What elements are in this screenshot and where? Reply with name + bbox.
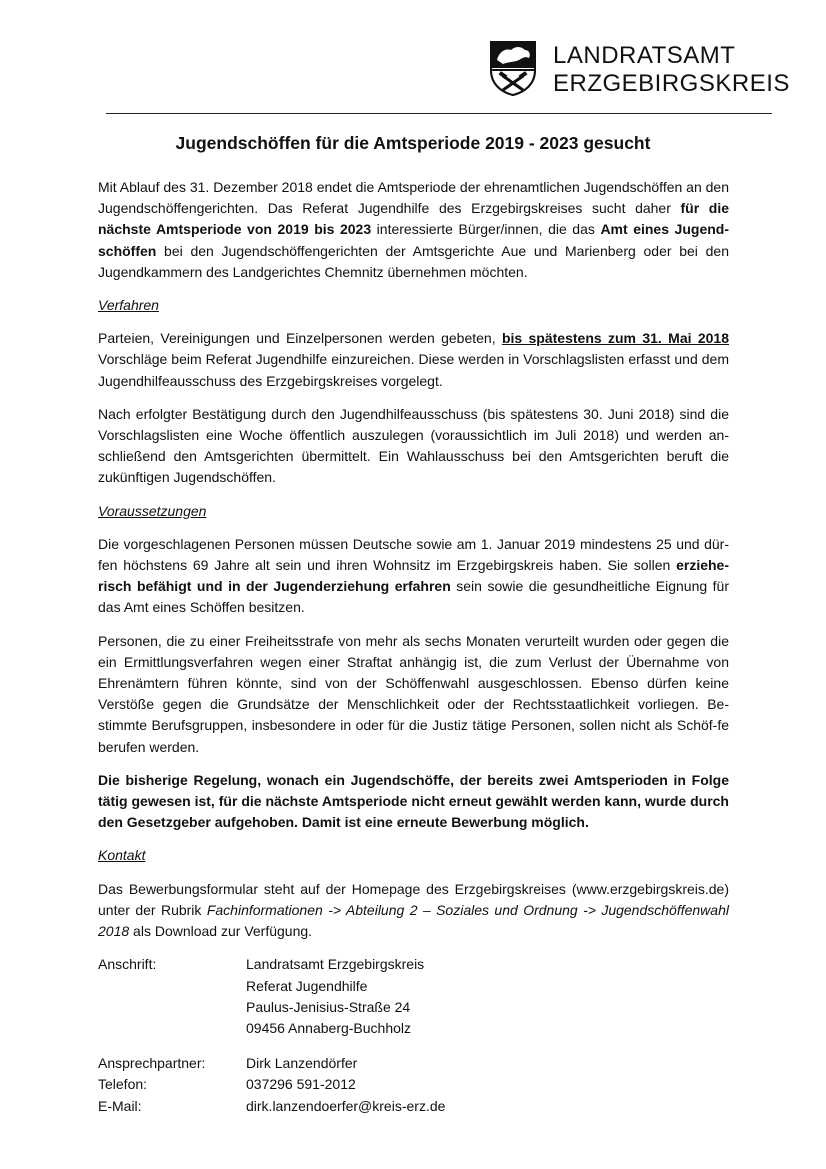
anschrift-line-4: 09456 Annaberg-Buchholz <box>246 1019 412 1036</box>
voraussetzungen-bold-1: erziehe-risch befähigt und in der Jugenderziehung erfahren <box>98 557 729 595</box>
kontakt-text-2: als Download zur Verfügung. <box>129 923 313 940</box>
voraussetzungen-paragraph-3: Die bisherige Regelung, wonach ein Jugendschöffe, der bereits zwei Amtsperioden in Folge tätig gewesen ist, für die nächste Amtsperiode nicht erneut gewählt werden kann, wurde durch den Gesetzgeber aufgehoben. Damit ist eine erneute Bewerbung möglich. <box>98 771 729 831</box>
org-name-line1: LANDRATSAMT <box>553 42 736 69</box>
verfahren-paragraph-1 <box>98 328 729 392</box>
intro-bold-1: für die nächste Amtsperiode von 2019 bis 2023 <box>98 200 729 238</box>
verfahren-text-1: Parteien, Vereinigungen und Einzelpersonen werden gebeten, <box>98 330 502 347</box>
telefon-value: 037296 591-2012 <box>246 1076 356 1093</box>
voraussetzungen-text-1: Die vorgeschlagenen Personen müssen Deutsche sowie am 1. Januar 2019 mindestens 25 und dür-fen höchstens 69 Jahre alt sein und ihren Wohnsitz im Erzgebirgskreis haben. Sie sollen <box>98 535 729 574</box>
intro-paragraph <box>98 177 729 283</box>
deadline-text: bis spätestens zum 31. Mai 2018 <box>501 330 729 347</box>
telefon-label: Telefon: <box>98 1076 148 1093</box>
intro-text-1: Mit Ablauf des 31. Dezember 2018 endet die Amtsperiode der ehrenamtlichen Jugendschöffen an den Jugendschöffengerichten. Das Referat Jugendhilfe des Erzgebirgskreises sucht daher <box>98 179 729 217</box>
verfahren-paragraph-2: Nach erfolgter Bestätigung durch den Jugendhilfeausschuss (bis spätestens 30. Juni 2018) sind die Vorschlagslisten eine Woche öffentlich auszulegen (voraussichtlich im Juli 2018) und werden an-schließend den Amtsgerichten übermittelt. Ein Wahlausschuss bei den Amtsgerichten beruft die zukünftigen Jugendschöffen. <box>98 405 729 486</box>
kontakt-path-text: Fachinformationen -> Abteilung 2 – Soziales und Ordnung -> Jugendschöffenwahl 2018 <box>98 901 729 940</box>
ansprechpartner-label: Ansprechpartner: <box>98 1055 206 1072</box>
header-divider <box>106 113 772 114</box>
kontakt-text-1: Das Bewerbungsformular steht auf der Homepage des Erzgebirgskreises (www.erzgebirgskreis.de) unter der Rubrik <box>98 880 729 918</box>
voraussetzungen-text-2: sein sowie die gesundheitliche Eignung für das Amt eines Schöffen besitzen. <box>98 578 729 616</box>
anschrift-line-1: Landratsamt Erzgebirgskreis <box>246 956 425 973</box>
anschrift-line-3: Paulus-Jenisius-Straße 24 <box>246 998 411 1015</box>
address-block <box>98 954 729 1116</box>
header-logo <box>489 40 790 100</box>
intro-text-3: bei den Jugendschöffengerichten der Amtsgerichte Aue und Marienberg oder bei den Jugendkammern des Landgerichtes Chemnitz übernehmen möchten. <box>98 242 729 280</box>
document-body <box>98 177 729 1117</box>
email-label: E-Mail: <box>98 1097 142 1114</box>
section-heading-verfahren: Verfahren <box>98 297 159 314</box>
verfahren-text-2: Vorschläge beim Referat Jugendhilfe einzureichen. Diese werden in Vorschlagslisten erfasst und dem Jugendhilfeausschuss des Erzgebirgskreises vorgelegt. <box>98 351 729 389</box>
org-name-line2: ERZGEBIRGSKREIS <box>553 70 790 97</box>
anschrift-label: Anschrift: <box>98 956 157 973</box>
page-title: Jugendschöffen für die Amtsperiode 2019 - 2023 gesucht <box>175 133 651 153</box>
email-value[interactable]: dirk.lanzendoerfer@kreis-erz.de <box>246 1097 446 1114</box>
intro-text-2: interessierte Bürger/innen, die das <box>371 221 601 238</box>
section-heading-voraussetzungen: Voraussetzungen <box>98 502 207 519</box>
intro-bold-2: Amt eines Jugend-schöffen <box>98 221 729 259</box>
voraussetzungen-paragraph-2: Personen, die zu einer Freiheitsstrafe von mehr als sechs Monaten verurteilt wurden oder gegen die ein Ermittlungsverfahren wegen einer Straftat anhängig ist, die zum Verlust der Übernahme von Ehrenämtern führen könnte, sind von der Schöffenwahl ausgeschlossen. Ebenso dürfen keine Verstöße gegen die Grundsätze der Menschlichkeit oder der Rechtsstaatlichkeit vorliegen. Be-stimmte Berufsgruppen, insbesondere in oder für die Justiz tätige Personen, sollen nicht als Schöf-fe berufen werden. <box>98 632 729 755</box>
anschrift-line-2: Referat Jugendhilfe <box>246 977 368 994</box>
ansprechpartner-value: Dirk Lanzendörfer <box>246 1055 358 1072</box>
kontakt-paragraph <box>98 879 729 943</box>
section-heading-kontakt: Kontakt <box>98 847 146 864</box>
voraussetzungen-paragraph-1 <box>98 534 729 619</box>
coat-of-arms-icon <box>489 40 537 96</box>
